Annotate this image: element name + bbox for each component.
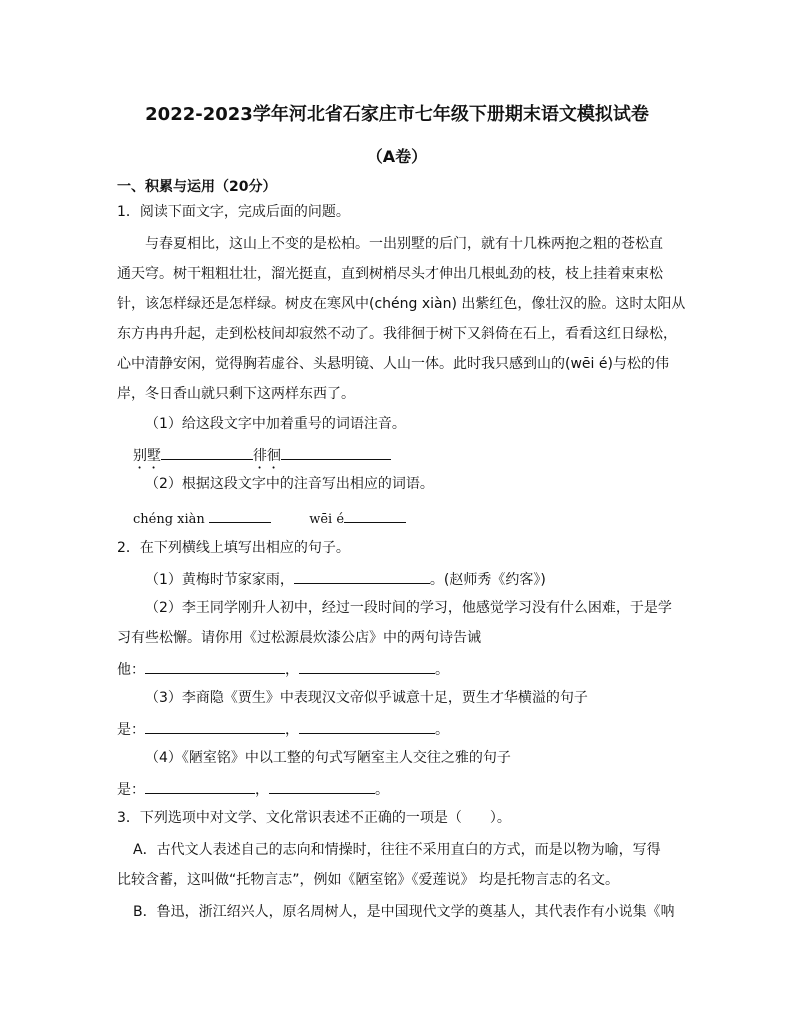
question-1-sub-2: （2）根据这段文字中的注音写出相应的词语。 (145, 476, 434, 492)
pinyin-weie: wēi é (309, 512, 345, 527)
question-2-stem: 2．在下列横线上填写出相应的句子。 (117, 540, 350, 556)
word-bieshu: 别墅 (133, 448, 161, 464)
question-2-sub-2-line: （2）李王同学刚升人初中，经过一段时间的学习，他感觉学习没有什么困难，于是学 (145, 600, 672, 616)
exam-subtitle: （A卷） (366, 147, 428, 166)
section-heading: 一、积累与运用（20分） (117, 179, 277, 195)
passage-line: 与春夏相比，这山上不变的是松柏。一出别墅的后门，就有十几株两抱之粗的苍松直 (145, 236, 663, 252)
sub-1-prefix: （1）黄梅时节家家雨， (145, 572, 294, 588)
option-b-line: B．鲁迅，浙江绍兴人，原名周树人，是中国现代文学的奠基人，其代表作有小说集《呐 (133, 904, 675, 920)
word-paihuai: 徘徊 (253, 448, 281, 464)
answer-blank[interactable] (161, 444, 253, 460)
passage-line: 东方冉冉升起，走到松枝间却寂然不动了。我徘徊于树下又斜倚在石上，看看这红日绿松， (117, 326, 677, 342)
answer-blank[interactable] (344, 507, 406, 523)
answer-blank[interactable] (145, 658, 285, 674)
sub-1-suffix: 。(赵师秀《约客》) (429, 572, 546, 588)
passage-line: 针，该怎样绿还是怎样绿。树皮在寒风中(chéng xiàn) 出紫红色，像壮汉的脸。这时太阳从 (117, 296, 686, 312)
passage-line: 岸，冬日香山就只剩下这两样东西了。 (117, 386, 355, 402)
answer-blank[interactable] (299, 718, 435, 734)
answer-prefix: 是： (117, 782, 145, 798)
question-3-stem: 3．下列选项中对文学、文化常识表述不正确的一项是（ ）。 (117, 810, 511, 826)
question-2-sub-4-line: （4）《陋室铭》中以工整的句式写陋室主人交往之雅的句子 (145, 750, 511, 766)
question-2-sub-1 (145, 568, 546, 590)
answer-prefix: 是： (117, 722, 145, 738)
passage-line: 心中清静安闲，觉得胸若虚谷、头悬明镜、人山一体。此时我只感到山的(wēi é)与松的伟 (117, 356, 669, 372)
word-answer-row (133, 507, 406, 530)
answer-blank[interactable] (299, 658, 435, 674)
exam-title: 2022-2023学年河北省石家庄市七年级下册期末语文模拟试卷 (145, 104, 649, 125)
option-a-line: A．古代文人表述自己的志向和情操时，往往不采用直白的方式，而是以物为喻，写得 (133, 842, 661, 858)
period: 。 (435, 662, 449, 678)
pinyin-chengxian: chéng xiàn (133, 512, 205, 527)
comma: ， (285, 722, 299, 738)
answer-blank[interactable] (209, 507, 271, 523)
answer-blank[interactable] (281, 444, 391, 460)
answer-blank[interactable] (145, 778, 255, 794)
question-1-stem: 1．阅读下面文字，完成后面的问题。 (117, 204, 350, 220)
answer-blank[interactable] (294, 568, 430, 584)
question-2-sub-4-answer (117, 778, 389, 800)
answer-blank[interactable] (269, 778, 375, 794)
question-2-sub-2-line: 习有些松懈。请你用《过松源晨炊漆公店》中的两句诗告诫 (117, 630, 481, 646)
option-a-line: 比较含蓄，这叫做“托物言志”，例如《陋室铭》《爱莲说》 均是托物言志的名文。 (117, 872, 619, 888)
question-2-sub-3-line: （3）李商隐《贾生》中表现汉文帝似乎诚意十足，贾生才华横溢的句子 (145, 690, 588, 706)
question-2-sub-3-answer (117, 718, 449, 740)
question-1-sub-1: （1）给这段文字中加着重号的词语注音。 (145, 416, 406, 432)
comma: ， (255, 782, 269, 798)
comma: ， (285, 662, 299, 678)
pinyin-answer-row (133, 444, 391, 472)
period: 。 (435, 722, 449, 738)
period: 。 (375, 782, 389, 798)
passage-line: 通天穹。树干粗粗壮壮，溜光挺直，直到树梢尽头才伸出几根虬劲的枝，枝上挂着束束松 (117, 266, 663, 282)
question-2-sub-2-answer (117, 658, 449, 680)
answer-blank[interactable] (145, 718, 285, 734)
answer-prefix: 他： (117, 662, 145, 678)
